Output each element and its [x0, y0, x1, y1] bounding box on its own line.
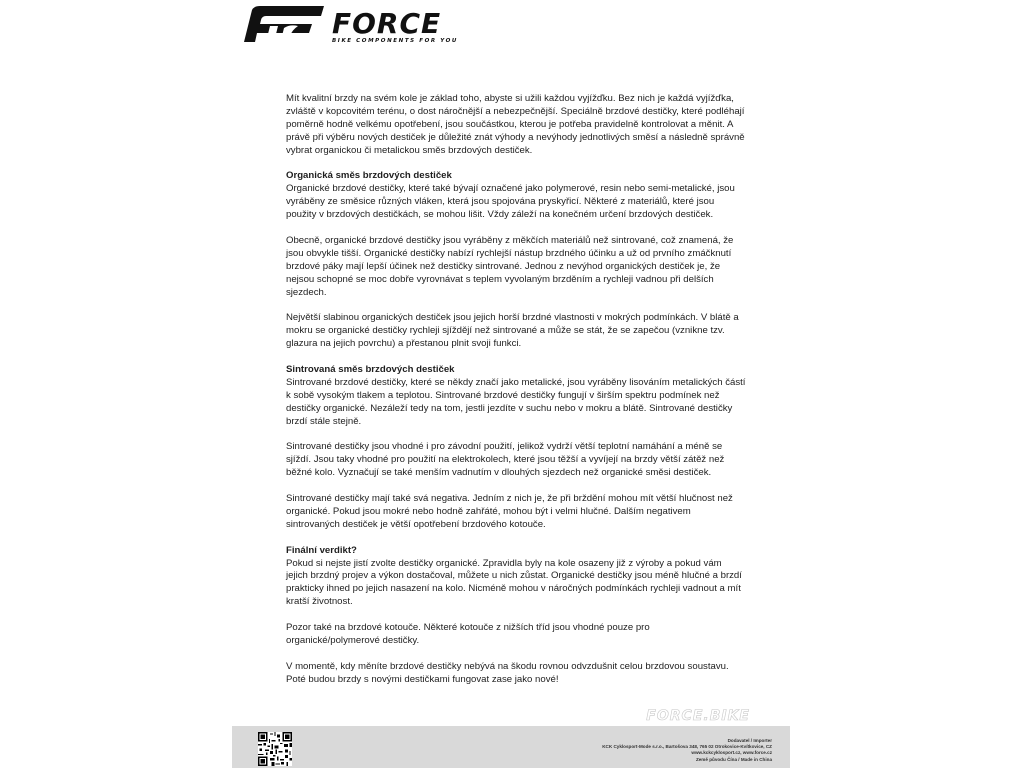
footer-origin: Země původu Čína / Made in China [695, 756, 772, 762]
verdict-paragraph-1: Pokud si nejste jistí zvolte destičky organické. Zpravidla byly na kole osazeny již z výroby a pokud vám jejich brzdný projev a výkon dostačoval, můžete u nich zůstat. Organické destičky jsou méně hlučné a brzdí prakticky ihned po jejich nasazení na kolo. Nicméně mohou v náročných podmínkách rychleji vadnout a mít kratší životnost. [286, 557, 742, 608]
sintered-heading: Sintrovaná směs brzdových destiček [286, 363, 455, 375]
organic-paragraph-3: Největší slabinou organických destiček jsou jejich horší brzdné vlastnosti v mokrých podmínkách. V blátě a mokru se organické destičky rychleji sjíždějí než sintrované a může se stát, že se zapečou (vznikne tzv. glazura na jejich povrchu) a přestanou plnit svoji funkci. [286, 312, 739, 350]
footer-websites: www.kckcyklosport.cz, www.force.cz [691, 750, 772, 756]
sintered-paragraph-3: Sintrované destičky mají také svá negativa. Jedním z nich je, že při brždění mohou mít větší hlučnost než organické. Pokud jsou mokré nebo hodně zahřáté, mohou být i velmi hlučné. Dalším negativem sintrovaných destiček je větší opotřebení brzdového kotouče. [286, 493, 733, 530]
document-page [232, 0, 790, 768]
footer-importer-info [472, 738, 772, 763]
footer-importer-label: Dodavatel / Importer [727, 738, 772, 743]
verdict-paragraph-2: Pozor také na brzdové kotouče. Některé kotouče z nižších tříd jsou vhodné pouze pro organické/polymerové destičky. [286, 622, 650, 646]
organic-paragraph-1: Organické brzdové destičky, které také bývají označené jako polymerové, resin nebo semi-metalické, jsou vyráběny ze směsice různých vláken, která jsou spojována pryskyřicí. Některé z materiálů, které jsou použity v brzdových destičkách, se mohou lišit. Vždy záleží na konečném určení brzdových destiček. [286, 183, 735, 221]
intro-paragraph: Mít kvalitní brzdy na svém kole je základ toho, abyste si užili každou vyjížďku. Bez nich je každá vyjížďka, zvláště v kopcovitém terénu, o dost náročnější a nebezpečnější. Speciálně brzdové destičky, které podléhají poměrně hodně velkému opotřebení, jsou součástkou, kterou je potřeba pravidelně kontrolovat a měnit. A právě při výběru nových destiček je důležité znát výhody a nevýhody jednotlivých směsí a následně správně vybrat organickou či metalickou směs brzdových destiček. [286, 93, 745, 156]
sintered-paragraph-2: Sintrované destičky jsou vhodné i pro závodní použití, jelikož vydrží větší teplotní namáhání a méně se sjíždí. Jsou taky vhodné pro použití na elektrokolech, které jsou těžší a vyvíjejí na brzdy větší zátěž než běžné kolo. Vyznačují se také menším vadnutím v dlouhých sjezdech než organické směsi destiček. [286, 441, 725, 479]
qr-code-icon [258, 732, 292, 766]
verdict-paragraph-3: V momentě, kdy měníte brzdové destičky nebývá na škodu rovnou odvzdušnit celou brzdovou soustavu. Poté budou brzdy s novými destičkami fungovat zase jako nové! [286, 660, 729, 685]
article-body [286, 93, 746, 699]
footer-importer-address: KCK Cyklosport-Mode s.r.o., Bartošova 348, 765 02 Otrokovice-Kvítkovice, CZ [602, 744, 772, 750]
organic-paragraph-2: Obecně, organické brzdové destičky jsou vyráběny z měkčích materiálů než sintrované, což znamená, že jsou obvykle tišší. Organické destičky nabízí rychlejší nástup brzdného účinku a už od prvního zmáčknutí brzdové páky mají lepší účinek než destičky sintrované. Jednou z nevýhod organických destiček je, že nejsou schopné se moc dobře vyrovnávat s teplem vyvolaným brzděním a rychleji vadnou při delších sjezdech. [286, 234, 734, 298]
brand-name: FORCE [332, 7, 442, 40]
organic-heading: Organická směs brzdových destiček [286, 170, 452, 182]
force-bike-watermark: FORCE.BIKE [646, 708, 750, 724]
force-logo [240, 4, 470, 44]
force-logo-icon [240, 4, 328, 44]
sintered-paragraph-1: Sintrované brzdové destičky, které se někdy značí jako metalické, jsou vyráběny lisováním metalických částí k sobě vysokým tlakem a teplotou. Sintrované brzdové destičky fungují v širším spektru podmínek než destičky organické. Nezáleží tedy na tom, jestli jezdíte v suchu nebo v mokru a blátě. Sintrované destičky brzdí stále stejně. [286, 376, 746, 427]
brand-tagline: BIKE COMPONENTS FOR YOU [332, 38, 458, 44]
verdict-heading: Finální verdikt? [286, 544, 357, 556]
